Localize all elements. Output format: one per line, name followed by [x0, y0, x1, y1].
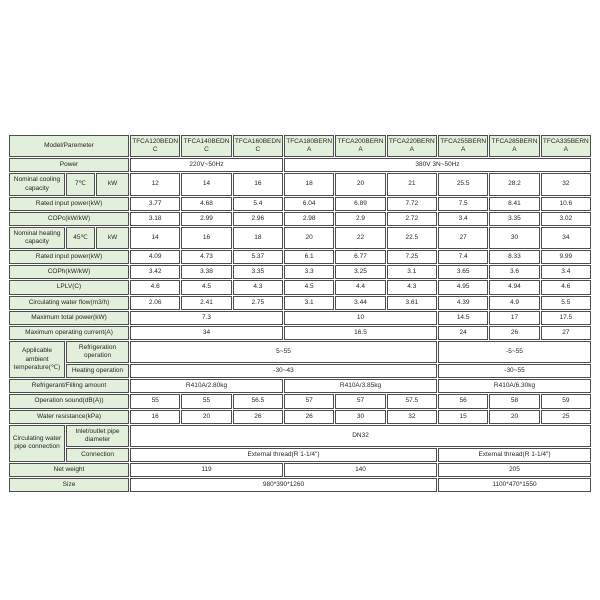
value-cell: 14 [130, 227, 180, 249]
row-label: Size [9, 478, 129, 492]
value-cell: 10.6 [541, 197, 591, 211]
value-cell: 59 [541, 394, 591, 408]
row-label: Refrigerant/Filling amount [9, 379, 129, 393]
value-cell: 4.39 [438, 296, 488, 310]
span-value-cell: 5~55 [130, 341, 437, 363]
value-cell: 3.4 [438, 212, 488, 226]
table-row [9, 326, 591, 340]
value-cell: 32 [541, 173, 591, 195]
value-cell: 4.3 [233, 280, 283, 294]
value-cell: 3.35 [489, 212, 539, 226]
value-cell: 7.4 [438, 250, 488, 264]
value-cell: 30 [335, 410, 385, 424]
value-cell: 2.99 [181, 212, 231, 226]
value-cell: 20 [335, 173, 385, 195]
table-row [9, 135, 591, 157]
sub-label: 45℃ [66, 227, 95, 249]
value-cell: 2.72 [387, 212, 437, 226]
value-cell: 58 [489, 394, 539, 408]
table-row [9, 227, 591, 249]
span-value-cell: -30~43 [130, 364, 437, 378]
value-cell: 57 [335, 394, 385, 408]
value-cell: 6.89 [335, 197, 385, 211]
value-cell: 220V~50Hz [130, 158, 283, 172]
value-cell: 2.41 [181, 296, 231, 310]
value-cell: 4.4 [335, 280, 385, 294]
value-cell: 24 [438, 326, 488, 340]
value-cell: 4.94 [489, 280, 539, 294]
span-value-cell: 980*390*1260 [130, 478, 437, 492]
value-cell: 30 [489, 227, 539, 249]
value-cell: 6.77 [335, 250, 385, 264]
value-cell: 5.5 [541, 296, 591, 310]
value-cell: 3.4 [541, 265, 591, 279]
value-cell: 56.5 [233, 394, 283, 408]
span-value-cell: External thread(R 1-1/4") [438, 448, 591, 462]
value-cell: 32 [387, 410, 437, 424]
value-cell: 3.44 [335, 296, 385, 310]
value-cell: 12 [130, 173, 180, 195]
value-cell: 15 [438, 410, 488, 424]
value-cell: 27 [541, 326, 591, 340]
value-cell: 6.1 [284, 250, 334, 264]
table-row [9, 280, 591, 294]
table-row [9, 212, 591, 226]
value-cell: 34 [541, 227, 591, 249]
value-cell: 3.1 [284, 296, 334, 310]
sub-label: kW [96, 173, 129, 195]
value-cell: 4.68 [181, 197, 231, 211]
sub-label: Connection [66, 448, 129, 462]
span-value-cell: -30~55 [438, 364, 591, 378]
model-name-cell: TFCA140BEDNC [181, 135, 231, 157]
span-value-cell: 7.3 [130, 311, 283, 325]
value-cell: 20 [489, 410, 539, 424]
sub-label: Refrigeration operation [66, 341, 129, 363]
model-name-cell: TFCA255BERNA [438, 135, 488, 157]
span-value-cell: R410A/6.30kg [438, 379, 591, 393]
value-cell: 7.5 [438, 197, 488, 211]
span-value-cell: DN32 [130, 425, 591, 447]
row-label: LPLV(C) [9, 280, 129, 294]
value-cell: 22.5 [387, 227, 437, 249]
model-name-cell: TFCA335BERNA [541, 135, 591, 157]
table-row [9, 158, 591, 172]
value-cell: 3.77 [130, 197, 180, 211]
row-label: Power [9, 158, 129, 172]
value-cell: 20 [181, 410, 231, 424]
value-cell: 2.98 [284, 212, 334, 226]
value-cell: 16 [130, 410, 180, 424]
row-label: Water resistance(kPa) [9, 410, 129, 424]
value-cell: 7.72 [387, 197, 437, 211]
value-cell: 55 [130, 394, 180, 408]
model-name-cell: TFCA180BERNA [284, 135, 334, 157]
sub-label: Inlet/outlet pipe diameter [66, 425, 129, 447]
value-cell: 4.73 [181, 250, 231, 264]
value-cell: 5.37 [233, 250, 283, 264]
row-label: Net weight [9, 463, 129, 477]
value-cell: 4.6 [130, 280, 180, 294]
value-cell: 8.41 [489, 197, 539, 211]
value-cell: 26 [489, 326, 539, 340]
value-cell: 3.1 [387, 265, 437, 279]
value-cell: 21 [387, 173, 437, 195]
value-cell: 26 [284, 410, 334, 424]
value-cell: 4.9 [489, 296, 539, 310]
table-row [9, 379, 591, 393]
value-cell: 4.6 [541, 280, 591, 294]
span-value-cell: 1100*470*1550 [438, 478, 591, 492]
value-cell: 2.96 [233, 212, 283, 226]
table-row [9, 265, 591, 279]
value-cell: 2.9 [335, 212, 385, 226]
span-value-cell: 119 [130, 463, 283, 477]
sub-label: kW [96, 227, 129, 249]
value-cell: 3.38 [181, 265, 231, 279]
value-cell: 17 [489, 311, 539, 325]
value-cell: 3.42 [130, 265, 180, 279]
value-cell: 57 [284, 394, 334, 408]
value-cell: 7.25 [387, 250, 437, 264]
table-row [9, 394, 591, 408]
row-label: Rated input power(kW) [9, 250, 129, 264]
value-cell: 4.5 [181, 280, 231, 294]
span-value-cell: 205 [438, 463, 591, 477]
value-cell: 3.65 [438, 265, 488, 279]
value-cell: 2.06 [130, 296, 180, 310]
model-name-cell: TFCA285BERNA [489, 135, 539, 157]
value-cell: 4.09 [130, 250, 180, 264]
value-cell: 28.2 [489, 173, 539, 195]
row-label: COPc(kW/kW) [9, 212, 129, 226]
span-value-cell: 140 [284, 463, 437, 477]
span-value-cell: 34 [130, 326, 283, 340]
sub-label: 7℃ [66, 173, 95, 195]
table-row [9, 364, 591, 378]
value-cell: 2.75 [233, 296, 283, 310]
row-label: Rated input power(kW) [9, 197, 129, 211]
value-cell: 14.5 [438, 311, 488, 325]
row-label: Applicable ambient temperature(℃) [9, 341, 65, 378]
row-label: Operation sound(dB(A)) [9, 394, 129, 408]
table-row [9, 410, 591, 424]
value-cell: 16 [233, 173, 283, 195]
value-cell: 6.04 [284, 197, 334, 211]
value-cell: 8.33 [489, 250, 539, 264]
model-name-cell: TFCA120BEDNC [130, 135, 180, 157]
value-cell: 9.99 [541, 250, 591, 264]
value-cell: 26 [233, 410, 283, 424]
span-value-cell: 16.5 [284, 326, 437, 340]
value-cell: 56 [438, 394, 488, 408]
span-value-cell: R410A/2.80kg [130, 379, 283, 393]
value-cell: 4.95 [438, 280, 488, 294]
value-cell: 4.5 [284, 280, 334, 294]
value-cell: 5.4 [233, 197, 283, 211]
value-cell: 27 [438, 227, 488, 249]
table-row [9, 296, 591, 310]
value-cell: 20 [284, 227, 334, 249]
value-cell: 3.61 [387, 296, 437, 310]
row-label: Maximum total power(kW) [9, 311, 129, 325]
row-label: COPh(kW/kW) [9, 265, 129, 279]
table-row [9, 173, 591, 195]
spec-table [8, 134, 592, 493]
value-cell: 17.5 [541, 311, 591, 325]
value-cell: 3.6 [489, 265, 539, 279]
value-cell: 3.3 [284, 265, 334, 279]
model-name-cell: TFCA220BERNA [387, 135, 437, 157]
value-cell: 380V 3N~50Hz [284, 158, 591, 172]
table-row [9, 250, 591, 264]
span-value-cell: -5~55 [438, 341, 591, 363]
value-cell: 3.02 [541, 212, 591, 226]
value-cell: 3.35 [233, 265, 283, 279]
sub-label: Heating operation [66, 364, 129, 378]
spec-sheet [8, 134, 592, 493]
value-cell: 25.5 [438, 173, 488, 195]
value-cell: 16 [181, 227, 231, 249]
table-row [9, 197, 591, 211]
model-name-cell: TFCA200BERNA [335, 135, 385, 157]
row-label: Circulating water flow(m3/h) [9, 296, 129, 310]
row-label: Circulating water pipe connection [9, 425, 65, 462]
value-cell: 55 [181, 394, 231, 408]
model-name-cell: TFCA160BEDNC [233, 135, 283, 157]
row-label: Nominal cooling capacity [9, 173, 65, 195]
row-label: Nominal heating capacity [9, 227, 65, 249]
value-cell: 22 [335, 227, 385, 249]
value-cell: 3.18 [130, 212, 180, 226]
table-row [9, 448, 591, 462]
value-cell: 18 [233, 227, 283, 249]
span-value-cell: 10 [284, 311, 437, 325]
value-cell: 14 [181, 173, 231, 195]
span-value-cell: R410A/3.85kg [284, 379, 437, 393]
table-row [9, 341, 591, 363]
table-row [9, 311, 591, 325]
value-cell: 3.25 [335, 265, 385, 279]
table-row [9, 425, 591, 447]
model-parameter-header: Model/Paremeter [9, 135, 129, 157]
table-row [9, 478, 591, 492]
row-label: Maximum operating current(A) [9, 326, 129, 340]
value-cell: 57.5 [387, 394, 437, 408]
value-cell: 25 [541, 410, 591, 424]
value-cell: 18 [284, 173, 334, 195]
span-value-cell: External thread(R 1-1/4") [130, 448, 437, 462]
value-cell: 4.3 [387, 280, 437, 294]
table-row [9, 463, 591, 477]
